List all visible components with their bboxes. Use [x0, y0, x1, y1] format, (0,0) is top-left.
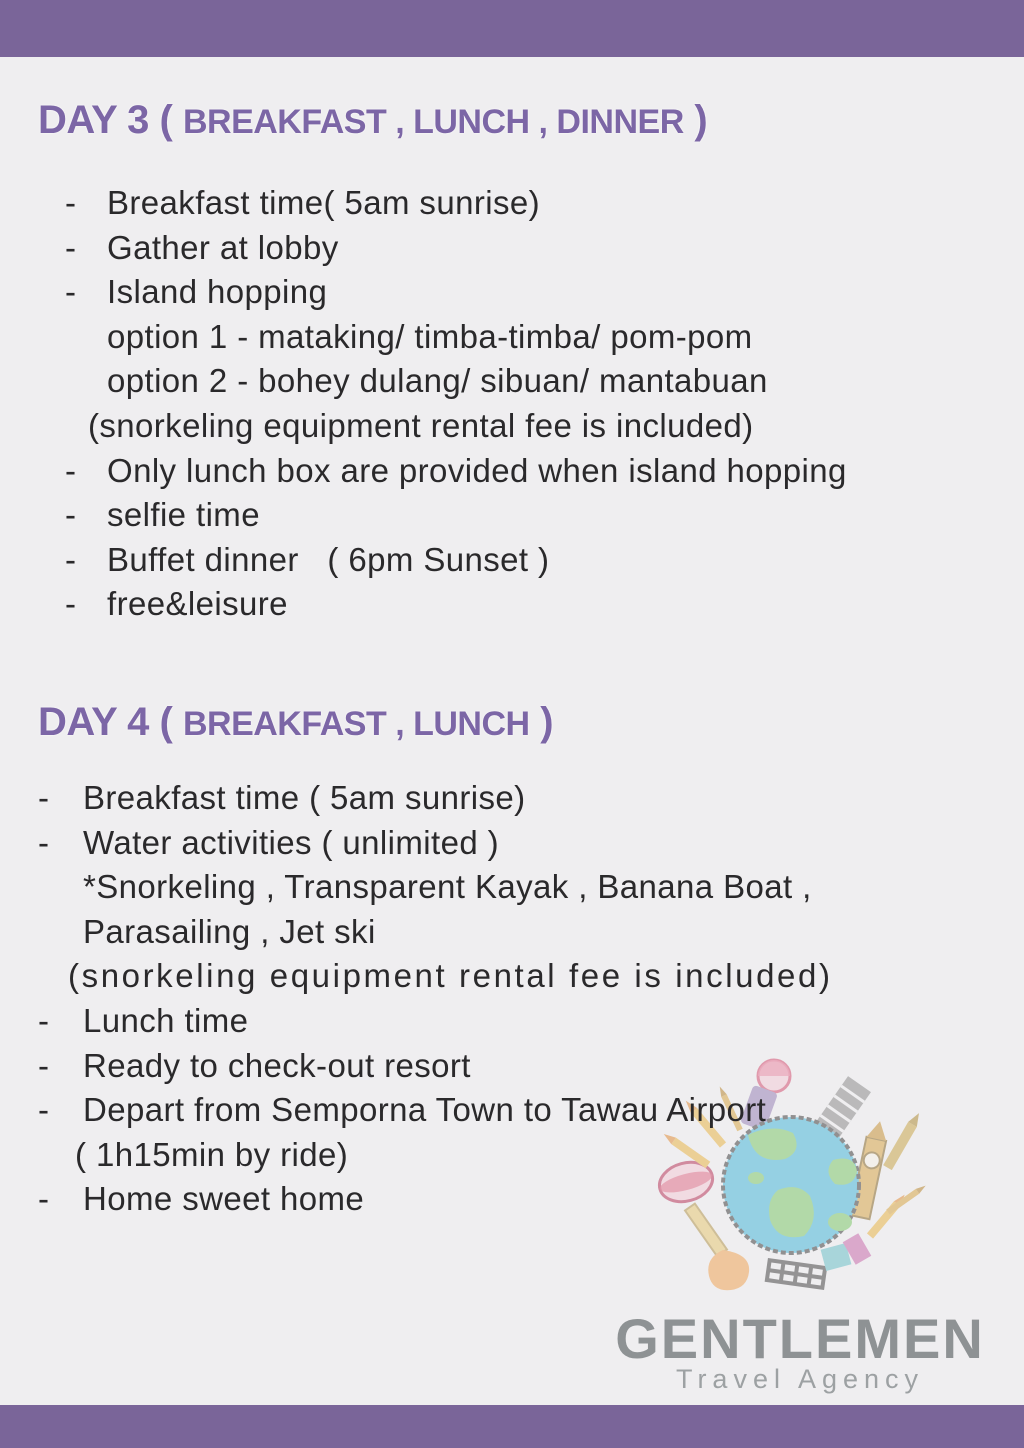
- day4-item: [38, 1044, 1008, 1089]
- day4-item-note: [38, 954, 1008, 999]
- day3-item: [65, 270, 1000, 315]
- day3-item: [65, 181, 1000, 226]
- day3-list: [65, 181, 1000, 627]
- dash-bullet: -: [65, 451, 77, 489]
- item-text: (snorkeling equipment rental fee is included): [68, 957, 833, 995]
- item-text: option 1 - mataking/ timba-timba/ pom-pom: [107, 317, 753, 355]
- dash-bullet: -: [65, 273, 77, 311]
- item-text: option 2 - bohey dulang/ sibuan/ mantabuan: [107, 362, 768, 400]
- day4-list: [38, 776, 1008, 1222]
- day4-item-continuation: [38, 910, 1008, 955]
- item-text: Breakfast time ( 5am sunrise): [83, 779, 526, 816]
- logo-tagline-text: Travel Agency: [675, 1364, 925, 1394]
- item-text: Water activities ( unlimited ): [83, 823, 500, 861]
- item-text: selfie time: [107, 496, 260, 534]
- day3-heading-close: ): [683, 98, 708, 142]
- item-text: Lunch time: [83, 1001, 249, 1039]
- day4-heading-prefix: DAY 4 (: [38, 700, 183, 744]
- logo-brand-text: GENTLEMEN: [615, 1307, 985, 1370]
- day4-heading-meals: BREAKFAST , LUNCH: [182, 705, 530, 743]
- dash-bullet: -: [38, 1091, 50, 1129]
- item-text: ( 1h15min by ride): [75, 1135, 349, 1173]
- dash-bullet: -: [38, 823, 50, 861]
- day3-heading-prefix: DAY 3 (: [38, 98, 183, 142]
- day4-item: [38, 821, 1008, 866]
- day4-item-continuation: [38, 1133, 1008, 1178]
- day3-heading: [38, 98, 707, 143]
- day3-item: [65, 226, 1000, 271]
- item-text: Buffet dinner ( 6pm Sunset ): [107, 540, 550, 578]
- day4-item: [38, 1088, 1008, 1133]
- day4-heading: [38, 700, 553, 745]
- item-text: Island hopping: [107, 273, 328, 311]
- top-border-band: [0, 0, 1024, 57]
- day3-item: [65, 538, 1000, 583]
- item-text: Gather at lobby: [107, 228, 339, 266]
- item-text: Breakfast time( 5am sunrise): [107, 184, 540, 221]
- dash-bullet: -: [38, 1001, 50, 1039]
- item-text: Depart from Semporna Town to Tawau Airport: [83, 1091, 767, 1129]
- day4-item: [38, 999, 1008, 1044]
- dash-bullet: -: [65, 540, 77, 578]
- item-text: free&leisure: [107, 585, 288, 623]
- day4-item: [38, 776, 1008, 821]
- dash-bullet: -: [65, 585, 77, 623]
- day3-item: [65, 493, 1000, 538]
- dash-bullet: -: [65, 496, 77, 534]
- landmark-icon: [708, 1250, 749, 1290]
- day3-item-continuation: [65, 315, 1000, 360]
- item-text: Parasailing , Jet ski: [83, 912, 376, 950]
- dash-bullet: -: [38, 1046, 50, 1084]
- dash-bullet: -: [65, 184, 77, 221]
- item-text: Home sweet home: [83, 1180, 365, 1218]
- day3-item: [65, 449, 1000, 494]
- day4-item-continuation: [38, 865, 1008, 910]
- day4-item: [38, 1177, 1008, 1222]
- day3-item-continuation: [65, 359, 1000, 404]
- dash-bullet: -: [65, 228, 77, 266]
- bottom-border-band: [0, 1405, 1024, 1448]
- day4-heading-close: ): [529, 700, 554, 744]
- item-text: Ready to check-out resort: [83, 1046, 471, 1084]
- day3-item-note: [65, 404, 1000, 449]
- day3-heading-meals: BREAKFAST , LUNCH , DINNER: [182, 103, 684, 141]
- day3-item: [65, 582, 1000, 627]
- item-text: (snorkeling equipment rental fee is included): [88, 406, 754, 444]
- film-strip-icon: [765, 1258, 828, 1290]
- dash-bullet: -: [38, 1180, 50, 1218]
- item-text: *Snorkeling , Transparent Kayak , Banana Boat ,: [83, 868, 812, 906]
- dash-bullet: -: [38, 779, 50, 816]
- item-text: Only lunch box are provided when island hopping: [107, 451, 847, 489]
